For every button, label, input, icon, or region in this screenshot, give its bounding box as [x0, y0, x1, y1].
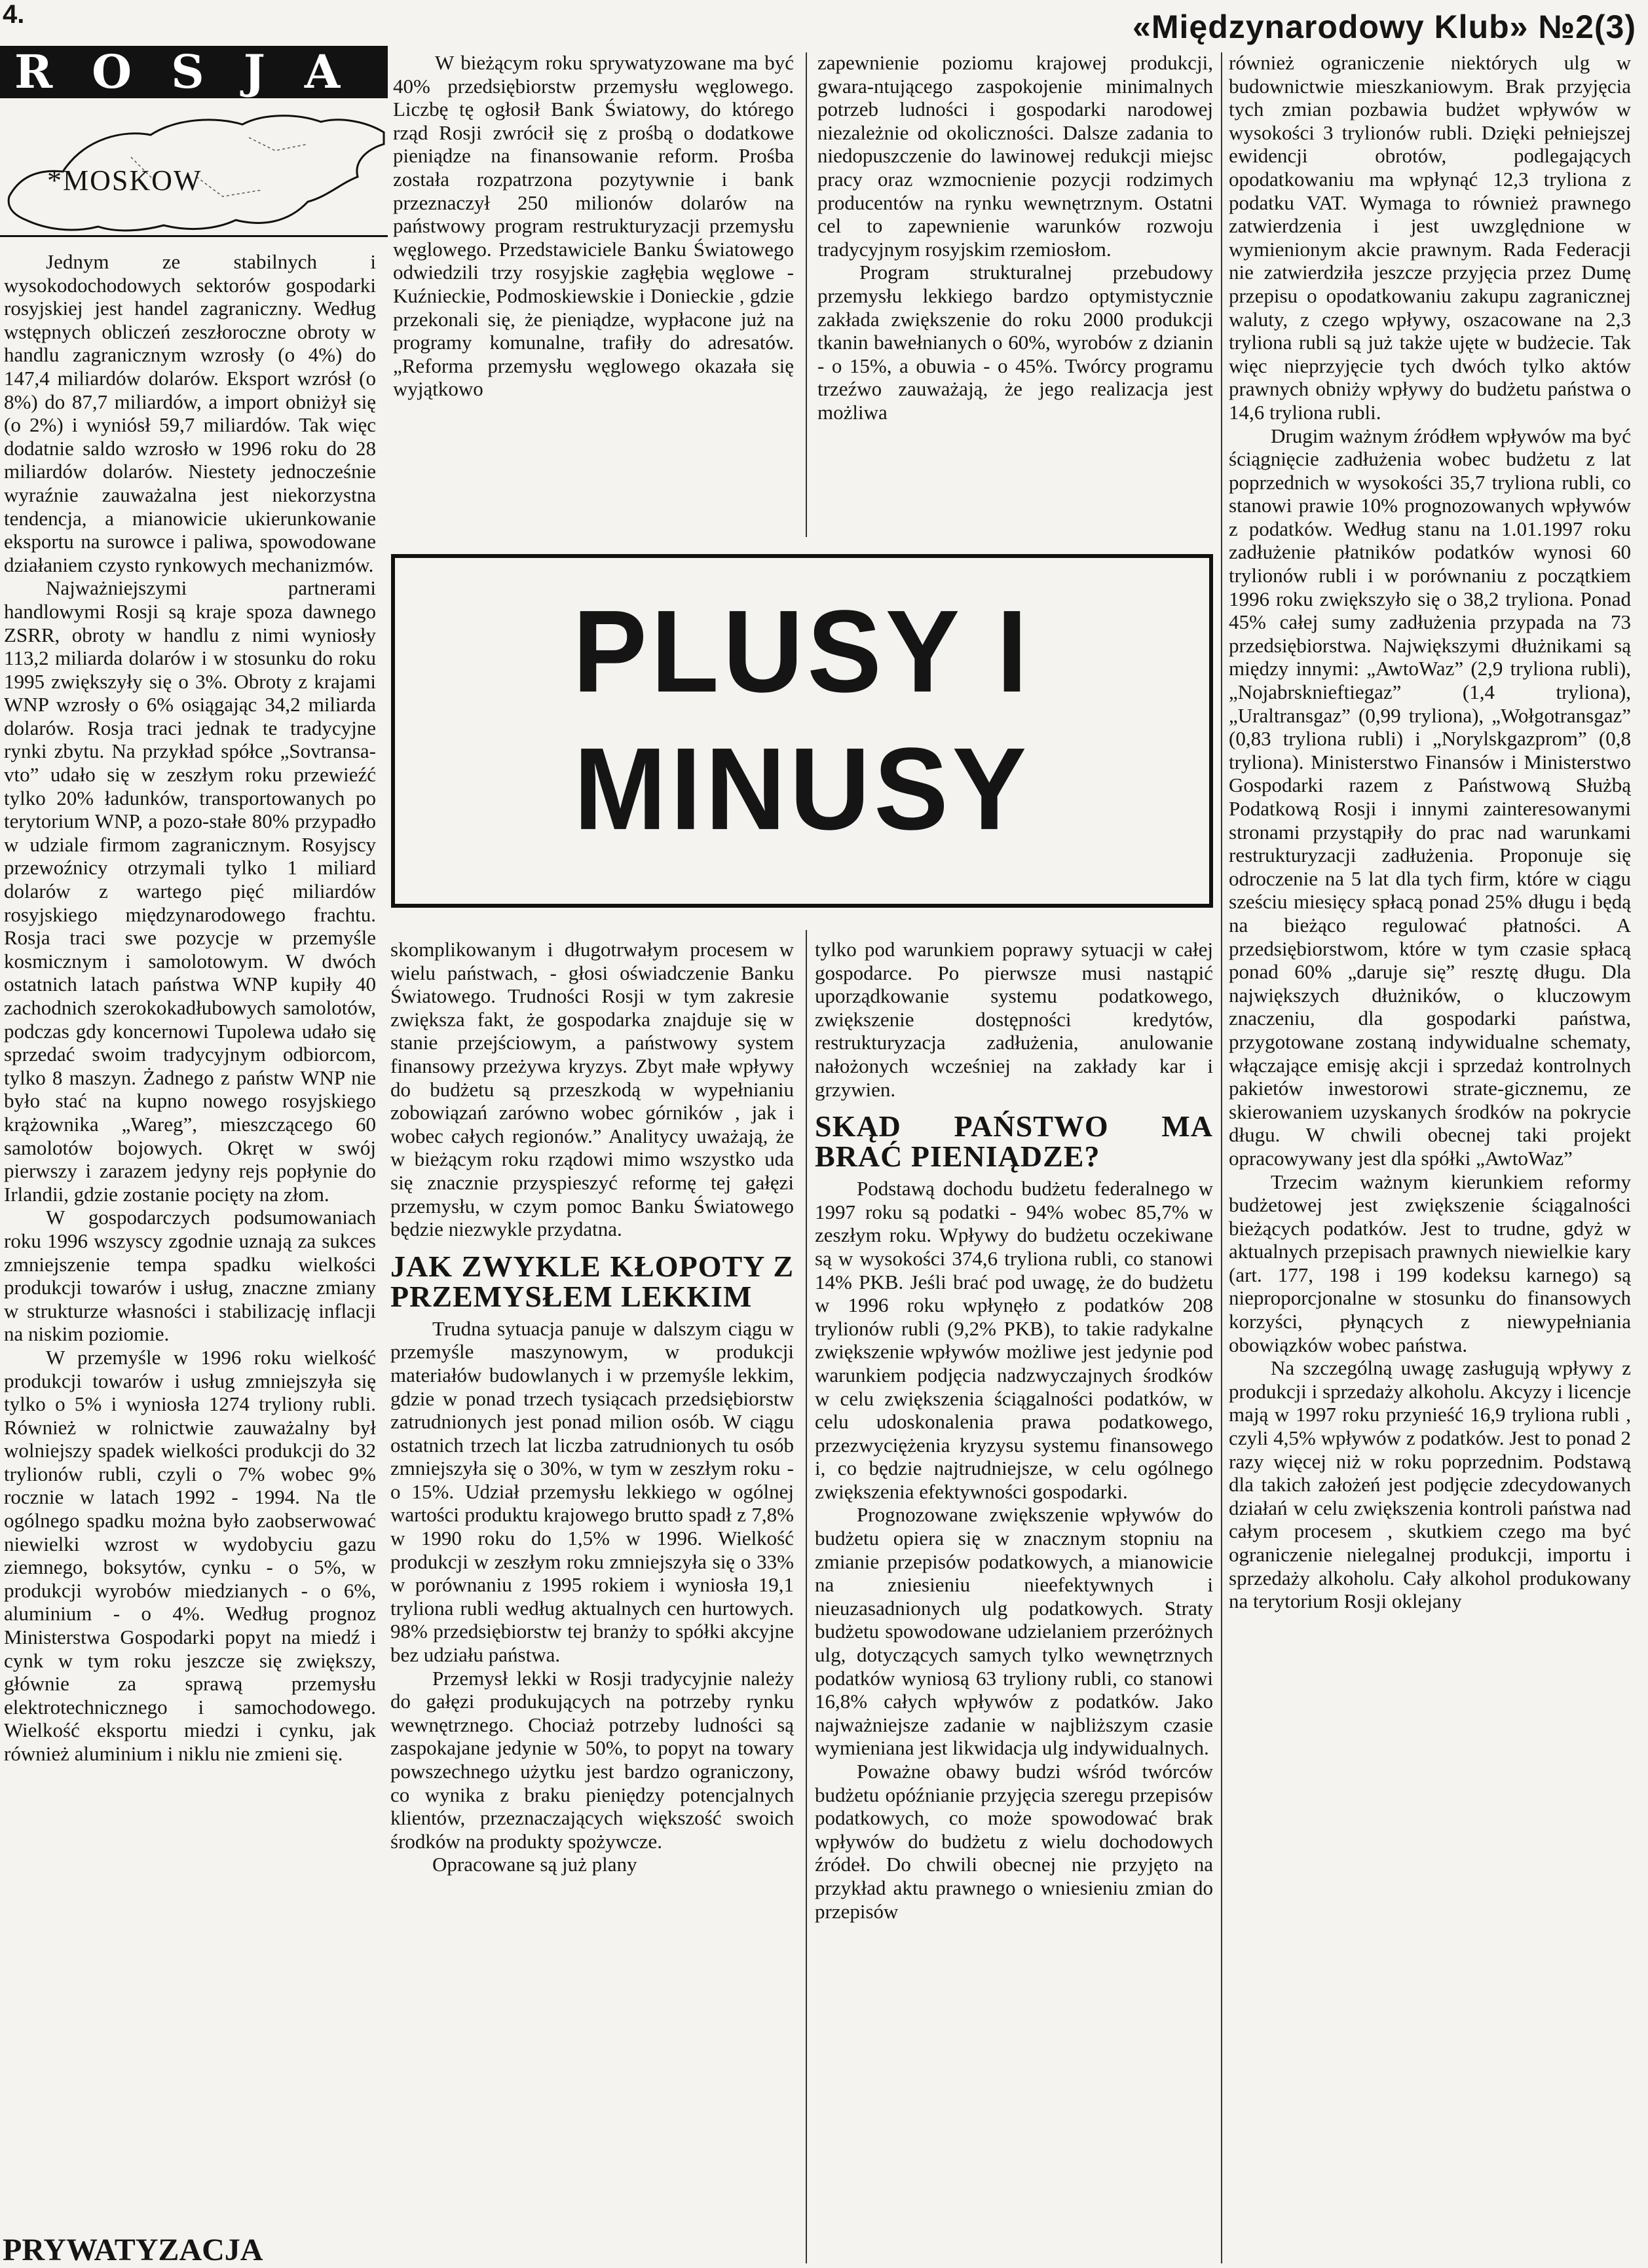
column-2-bottom: [390, 938, 794, 2263]
paragraph: W przemyśle w 1996 roku wielkość produkcji towarów i usług zmniejszyła się tylko o 5% i wyniosła 1274 tryliony rubli. Również w rolnictwie zauważalny był wolniejszy spadek wielkości produkcji do 32 trylionów rubli, czyli o 7% wobec 9% rocznie w latach 1992 - 1994. Na tle ogólnego spadku można było zaobserwować niewielki wzrost w wydobyciu gazu ziemnego, boksytów, cynku - o 5%, w produkcji wyrobów miedzianych - o 6%, aluminium - o 4%. Według prognoz Ministerstwa Gospodarki popyt na miedź i cynk w tym roku jeszcze się zwiększy, głównie za sprawą przemysłu elektrotechnicznego i samochodowego. Wielkość eksportu miedzi i cynku, jak również aluminium i niklu nie zmieni się.: [4, 1345, 376, 1765]
map-label: *MOSKOW: [47, 164, 202, 196]
section-heading: PRYWATYZACJA: [3, 2233, 263, 2267]
masthead: «Międzynarodowy Klub» №2(3): [1133, 9, 1636, 45]
subheading: SKĄD PAŃSTWO MA BRAĆ PIENIĄDZE?: [815, 1109, 1213, 1174]
column-divider: [806, 52, 807, 537]
page-number: 4.: [3, 0, 25, 29]
paragraph: Drugim ważnym źródłem wpływów ma być ściągnięcie zadłużenia wobec budżetu z lat poprzednich w wysokości 35,7 tryliona rubli, co stanowi prawie 10% prognozowanych wpływów z podatków. Według stanu na 1.01.1997 roku zadłużenie płatników podatków wynosi 60 trylionów rubli i w porównaniu z początkiem 1996 roku zwiększyło się o 38,2 tryliona. Ponad 45% całej sumy zadłużenia przypada na 73 przedsiębiorstwa. Największymi dłużnikami są między innymi: „AwtoWaz” (2,9 tryliona rubli), „Nojabrsknieftiegaz” (1,4 tryliona), „Uraltransgaz” (0,99 tryliona), „Wołgotransgaz” (0,83 tryliona rubli) i „Norylskgazprom” (0,8 tryliona). Ministerstwo Finansów i Ministerstwo Gospodarki razem z Państwową Służbą Podatkową Rosji i innymi zainteresowanymi stronami przystąpiły do prac nad warunkami restrukturyzacji zadłużenia. Proponuje się odroczenie na 5 lat dla tych firm, które w ciągu sześciu miesięcy spłacą ponad 25% długu i będą na bieżąco regulować płatności. A przedsiębiorstwom, które w tym czasie spłacą ponad 60% „daruje się” resztę długu. Dla największych dłużników, o kluczowym znaczeniu, dla gospodarki państwa, przygotowane zostaną indywidualne schematy, włączające emisję akcji i sprzedaż kontrolnych pakietów inwestorowi strate-gicznemu, ze skierowaniem uzyskanych środków na pokrycie długu. W chwili obecnej taki projekt opracowywany jest dla spółki „AwtoWaz”: [1229, 424, 1631, 1170]
column-divider: [1221, 52, 1222, 2263]
paragraph: W gospodarczych podsumowaniach roku 1996 wszyscy zgodnie uznają za sukces zmniejszenie tempa spadku wielkości produkcji towarów i usług, znaczne zmiany w strukturze własności i stabilizację inflacji na niskim poziomie.: [4, 1206, 376, 1346]
column-4: [1229, 51, 1631, 2263]
paragraph: Poważne obawy budzi wśród twórców budżetu opóźnianie przyjęcia szeregu przepisów podatkowych, co może spowodować brak wpływów do budżetu z wielu dochodowych źródeł. Do chwili obecnej nie przyjęto na przykład aktu prawnego o wniesieniu zmian do przepisów: [815, 1760, 1213, 1923]
paragraph: również ograniczenie niektórych ulg w budownictwie mieszkaniowym. Brak przyjęcia tych zmian pozbawia budżet wpływów w wysokości 3 trylionów rubli. Dzięki pełniejszej ewidencji obrotów, podlegających opodatkowaniu ma wpłynąć 12,3 tryliona z podatku VAT. Wymaga to również prawnego zatwierdzenia i jest uwzględnione w wymienionym akcie prawnym. Rada Federacji nie zatwierdziła jeszcze przyjęcia przez Dumę przepisu o opodatkowaniu zakupu zagranicznej waluty, z czego wpływy, oszacowane na 2,3 tryliona rubli są już także ujęte w budżecie. Tak więc nieprzyjęcie tych dwóch tylko aktów prawnych obniży wpływy do budżetu państwa o 14,6 tryliona rubli.: [1229, 51, 1631, 424]
paragraph: Jednym ze stabilnych i wysokodochodowych sektorów gospodarki rosyjskiej jest handel zagraniczny. Według wstępnych obliczeń zeszłoroczne obroty w handlu zagranicznym wzrosły (o 4%) do 147,4 miliardów dolarów. Eksport wzrósł (o 8%) do 87,7 miliardów, a import obniżył się (o 2%) i wyniósł 59,7 miliardów. Tak więc dodatnie saldo wzrosło w 1996 roku do 28 miliardów dolarów. Niestety jednocześnie wyraźnie zauważalna jest niekorzystna tendencja, a mianowicie ukierunkowanie eksportu na surowce i paliwa, spowodowane działaniem czysto rynkowych mechanizmów.: [4, 250, 376, 576]
paragraph: Najważniejszymi partnerami handlowymi Rosji są kraje spoza dawnego ZSRR, obroty w handlu z nimi wyniosły 113,2 miliarda dolarów i w stosunku do roku 1995 zwiększyły się o 3%. Obroty z krajami WNP wzrosły o 6% osiągając 34,2 miliarda dolarów. Rosja traci jednak te tradycyjne rynki zbytu. Na przykład spółce „Sovtransa-vto” udało się w zeszłym roku przewieźć tylko 20% ładunków, transportowanych po terytorium WNP, a pozo-stałe 80% przypadło w udziale firmom zagranicznym. Rosyjscy przewoźnicy otrzymali tylko 1 miliard dolarów z wartego pięć miliardów rosyjskiego międzynarodowego frachtu. Rosja traci swe pozycje w przemyśle kosmicznym i samolotowym. W dwóch ostatnich latach państwa WNP kupiły 40 zachodnich szerokokadłubowych samolotów, podczas gdy koncernowi Tupolewa udało się sprzedać swoim tradycyjnym odbiorcom, tylko 8 maszyn. Żadnego z państw WNP nie było stać na kupno nowego rosyjskiego krążownika „Wareg”, mieszczącego 60 samolotów bojowych. Okręt w swój pierwszy i zarazem jedyny rejs popłynie do Irlandii, gdzie zostanie pocięty na złom.: [4, 576, 376, 1206]
subheading: JAK ZWYKLE KŁOPOTY Z PRZEMYSŁEM LEKKIM: [390, 1249, 794, 1313]
headline-line-1: PLUSY I: [572, 586, 1032, 717]
headline-line-2: MINUSY: [573, 724, 1031, 855]
paragraph: Przemysł lekki w Rosji tradycyjnie należy do gałęzi produkujących na potrzeby rynku wewnętrznego. Chociaż potrzeby ludności są zaspokajane jedynie w 50%, to popyt na towary powszechnego użytku jest bardzo ograniczony, co wynika z braku pieniędzy potencjalnych klientów, przeznaczających większość swoich środków na produkty spożywcze.: [390, 1666, 794, 1853]
paragraph: W bieżącym roku sprywatyzowane ma być 40% przedsiębiorstw przemysłu węglowego. Liczbę tę ogłosił Bank Światowy, do którego rząd Rosji zwrócił się z prośbą o dodatkowe pieniądze na finansowanie reform. Prośba została rozpatrzona pozytywnie i bank przeznaczył 250 milionów dolarów na państwowy program restrukturyzacji przemysłu węglowego. Przedstawiciele Banku Światowego odwiedzili trzy rosyjskie zagłębia węglowe - Kuźnieckie, Podmoskiewskie i Donieckie , gdzie przekonali się, że pieniądze, wypłacone już na programy komunalne, trafiły do adresatów. „Reforma przemysłu węglowego okazała się wyjątkowo: [393, 51, 794, 401]
paragraph: Program strukturalnej przebudowy przemysłu lekkiego bardzo optymistycznie zakłada zwiększenie do roku 2000 produkcji tkanin bawełnianych o 60%, wyrobów z dzianin - o 15%, a obuwia - o 45%. Twórcy programu trzeźwo zauważają, że jego realizacja jest możliwa: [817, 261, 1213, 424]
paragraph: Trzecim ważnym kierunkiem reformy budżetowej jest zwiększenie ściągalności bieżących podatków. Jest to trudne, gdyż w aktualnych przepisach prawnych niewielkie kary (art. 177, 198 i 199 kodeksu karnego) są nieproporcjonalne w stosunku do finansowych korzyści, płynących z niewypełniania obowiązków wobec państwa.: [1229, 1170, 1631, 1356]
column-1: [4, 250, 376, 2227]
section-title: ROSJA: [0, 46, 388, 98]
paragraph: Prognozowane zwiększenie wpływów do budżetu opiera się w znacznym stopniu na zmianie przepisów podatkowych, a mianowicie na zniesieniu nieefektywnych i nieuzasadnionych ulg podatkowych. Straty budżetu spowodowane udzielaniem przeróżnych ulg, dotyczących samych tylko wewnętrznych podatków wyniosą 63 tryliony rubli, co stanowi 16,8% całych wpływów z podatków. Jako najważniejsze zadanie w najbliższym czasie wymieniana jest likwidacja ulg indywidualnych.: [815, 1503, 1213, 1760]
paragraph: tylko pod warunkiem poprawy sytuacji w całej gospodarce. Po pierwsze musi nastąpić uporządkowanie systemu podatkowego, zwiększenie dostępności kredytów, restrukturyzacja zadłużenia, anulowanie nałożonych wcześniej na zakłady kar i grzywien.: [815, 938, 1213, 1101]
column-3-bottom: [815, 938, 1213, 2263]
paragraph: Trudna sytuacja panuje w dalszym ciągu w przemyśle maszynowym, w produkcji materiałów budowlanych i w przemyśle lekkim, gdzie w ponad trzech tysiącach przedsiębiorstw zatrudnionych jest ponad milion osób. W ciągu ostatnich trzech lat liczba zatrudnionych tu osób zmniejszyła się o 30%, w tym w zeszłym roku - o 15%. Udział przemysłu lekkiego w ogólnej wartości produktu krajowego brutto spadł z 7,8% w 1990 roku do 1,5% w 1996. Wielkość produkcji w zeszłym roku zmniejszyła się o 33% w porównaniu z 1995 rokiem i wyniosła 19,1 tryliona rubli według aktualnych cen hurtowych. 98% przedsiębiorstw tej branży to spółki akcyjne bez udziału państwa.: [390, 1316, 794, 1667]
paragraph: skomplikowanym i długotrwałym procesem w wielu państwach, - głosi oświadczenie Banku Światowego. Trudności Rosji w tym zakresie zwiększa fakt, że gospodarka znajduje się w stanie przejściowym, a państwowy system finansowy przeżywa kryzys. Zbyt małe wpływy do budżetu są przeszkodą w wypełnianiu zobowiązań zarówno wobec górników , jak i wobec całych regionów.” Analitycy uważają, że w bieżącym roku rządowi mimo wszystko uda się znacznie przyspieszyć reformę tej gałęzi przemysłu, w czym pomoc Banku Światowego będzie niezwykle przydatna.: [390, 938, 794, 1241]
main-headline: [391, 583, 1213, 858]
column-2-top: [393, 51, 794, 536]
paragraph: Podstawą dochodu budżetu federalnego w 1997 roku są podatki - 94% wobec 85,7% w zeszłym roku. Wpływy do budżetu oczekiwane są w wysokości 374,6 tryliona rubli, co stanowi 14% PKB. Jeśli brać pod uwagę, że do budżetu w 1996 roku wpłynęło z podatków 208 trylionów rubli (9,2% PKB), to takie radykalne zwiększenie wpływów możliwe jest jedynie pod warunkiem podjęcia nadzwyczajnych środków w celu zwiększenia ściągalności podatków, w celu udoskonalenia prawa podatkowego, przezwyciężenia kryzysu systemu finansowego i, co będzie najtrudniejsze, w celu ogólnego zwiększenia efektywności gospodarki.: [815, 1177, 1213, 1503]
paragraph: zapewnienie poziomu krajowej produkcji, gwara-ntującego zaspokojenie minimalnych potrzeb ludności i gospodarki narodowej niezależnie od okoliczności. Dalsze zadania to niedopuszczenie do lawinowej redukcji miejsc pracy oraz wzmocnienie pozycji rodzimych producentów na rynku wewnętrznym. Ostatni cel to zapewnienie warunków rozwoju tradycyjnym rosyjskim rzemiosłom.: [817, 51, 1213, 261]
column-divider: [806, 930, 807, 2263]
paragraph: Na szczególną uwagę zasługują wpływy z produkcji i sprzedaży alkoholu. Akcyzy i licencje mają w 1997 roku przynieść 16,9 tryliona rubli , czyli 4,5% wpływów z podatków. Jest to ponad 2 razy więcej niż w roku poprzednim. Podstawą dla takich założeń jest podjęcie zdecydowanych działań w celu zwiększenia kontroli państwa nad całym procesem , skutkiem czego ma być ograniczenie nielegalnej produkcji, importu i sprzedaży alkoholu. Cały alkohol produkowany na terytorium Rosji oklejany: [1229, 1356, 1631, 1613]
column-3-top: [817, 51, 1213, 536]
paragraph: Opracowane są już plany: [432, 1853, 637, 1876]
